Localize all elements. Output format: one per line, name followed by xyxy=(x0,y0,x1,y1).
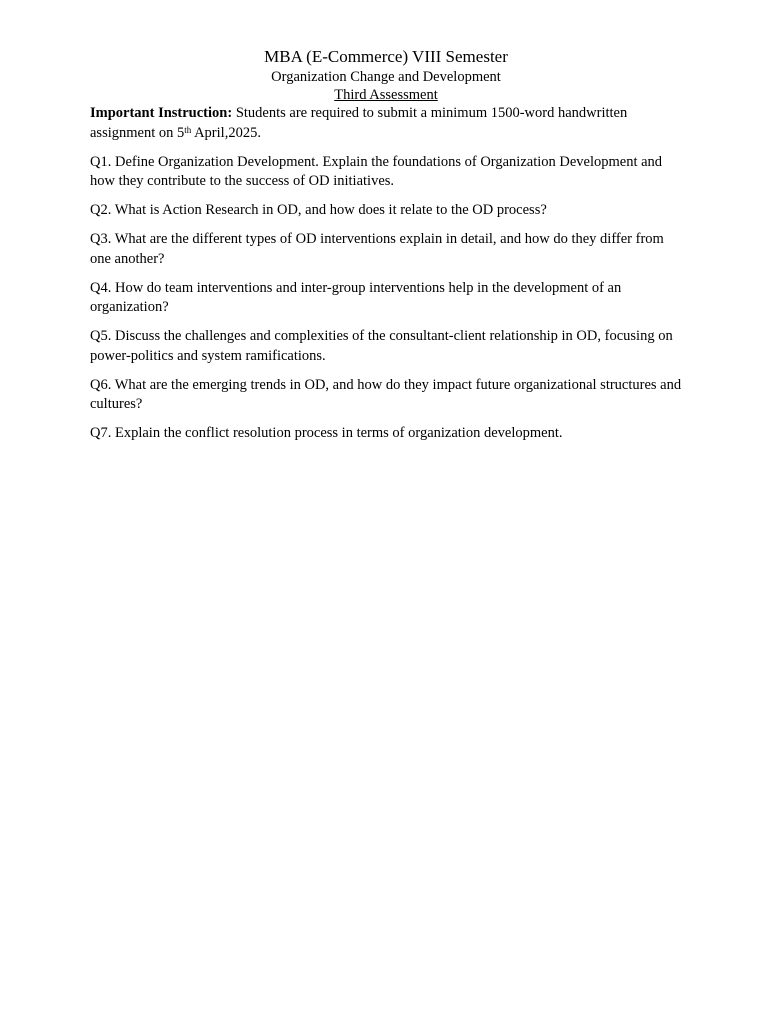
date-superscript: th xyxy=(184,124,192,135)
question-4: Q4. How do team interventions and inter-group interventions help in the development of an organization? xyxy=(90,279,622,315)
document-title: MBA (E-Commerce) VIII Semester xyxy=(264,47,508,66)
question-6: Q6. What are the emerging trends in OD, and how do they impact future organizational structures and cultures? xyxy=(90,376,682,412)
assessment-title xyxy=(90,86,682,104)
assessment-title-text: Third Assessment xyxy=(334,87,438,103)
question-2: Q2. What is Action Research in OD, and how does it relate to the OD process? xyxy=(90,202,547,218)
instruction-label: Important Instruction: xyxy=(90,105,233,121)
subject-title: Organization Change and Development xyxy=(271,69,501,85)
question-3: Q3. What are the different types of OD interventions explain in detail, and how do they differ from one another? xyxy=(90,231,664,267)
instruction-date: April,2025. xyxy=(191,124,261,141)
question-1: Q1. Define Organization Development. Explain the foundations of Organization Development and how they contribute to the success of OD initiatives. xyxy=(90,153,663,189)
instruction-text: Students are required to submit a minimum 1500-word handwritten assignment on 5 xyxy=(90,105,628,141)
document-content xyxy=(90,46,682,453)
question-7: Q7. Explain the conflict resolution process in terms of organization development. xyxy=(90,425,563,441)
important-instruction xyxy=(90,104,682,143)
question-5: Q5. Discuss the challenges and complexities of the consultant-client relationship in OD, focusing on power-politics and system ramifications. xyxy=(90,328,673,364)
